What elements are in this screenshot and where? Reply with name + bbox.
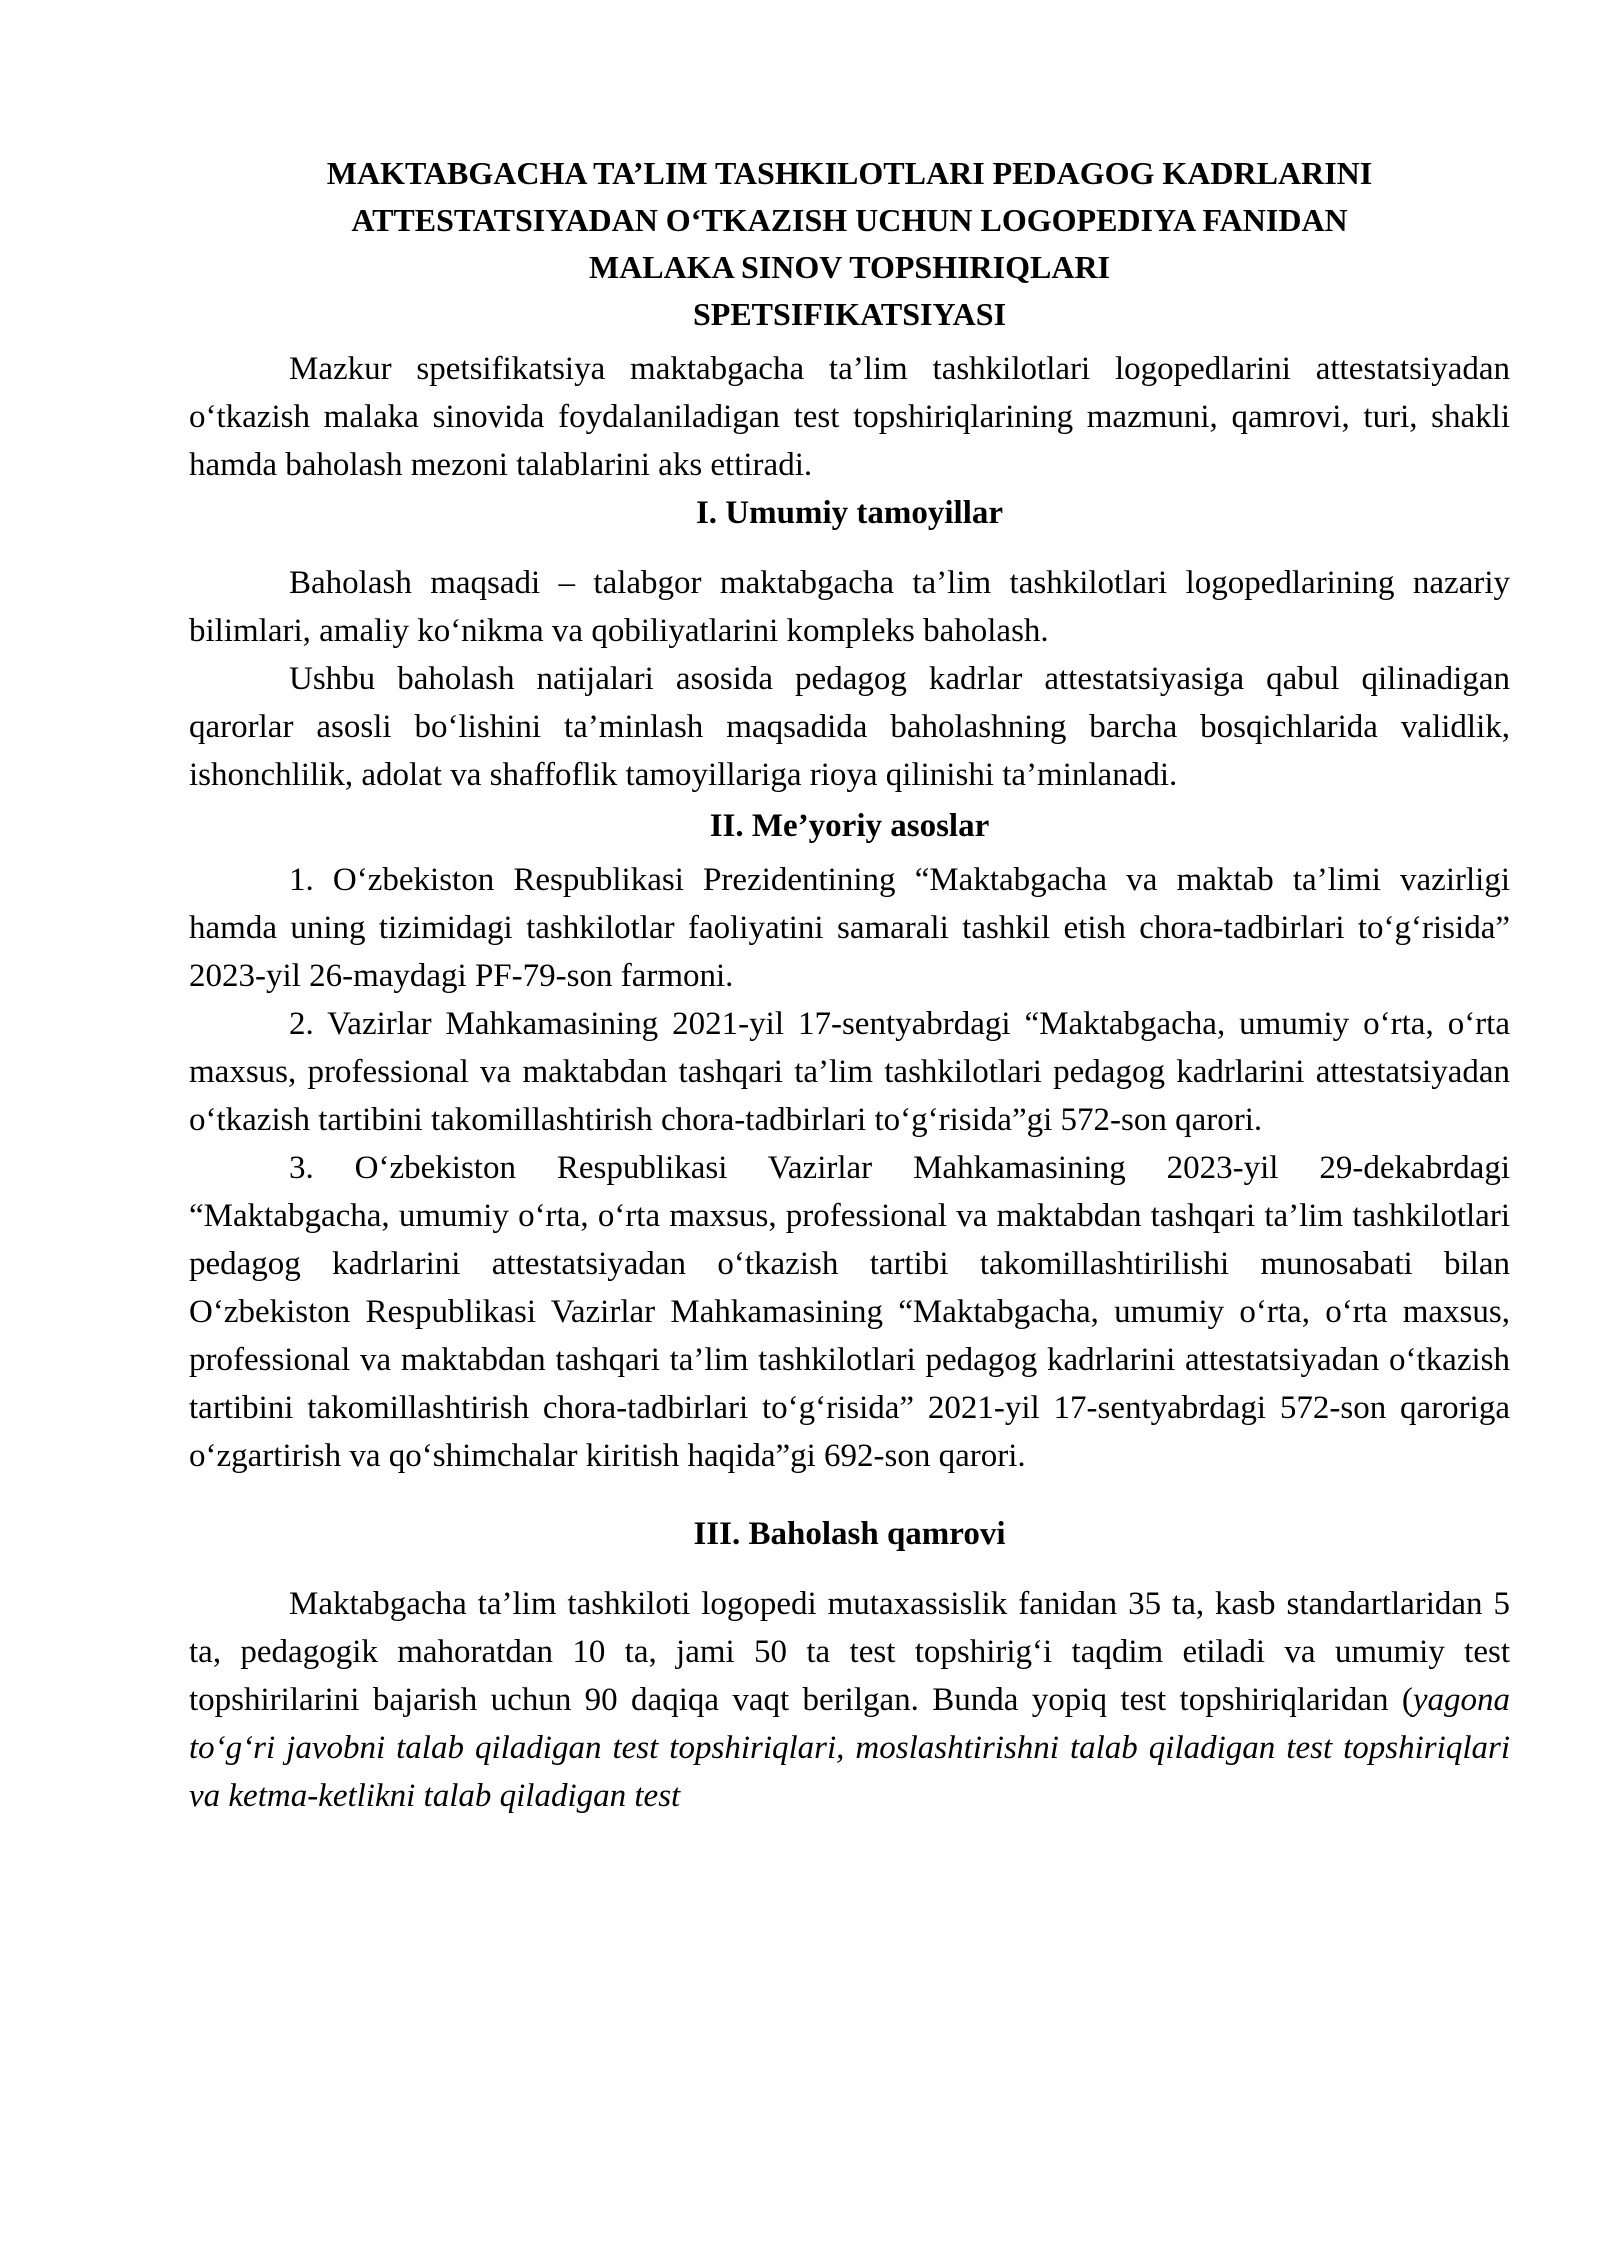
document-title	[189, 150, 1510, 338]
legal-basis-item-2: 2. Vazirlar Mahkamasining 2021-yil 17-sentyabrdagi “Maktabgacha, umumiy o‘rta, o‘rta maxsus, professional va maktabdan tashqari ta’lim tashkilotlari pedagog kadrlarini attestatsiyadan o‘tkazish tartibini takomillashtirish chora-tadbirlari to‘g‘risida”gi 572-son qarori.	[189, 1006, 1510, 1138]
title-line-3: MALAKA SINOV TOPSHIRIQLARI	[588, 249, 1110, 285]
title-line-2: ATTESTATSIYADAN O‘TKAZISH UCHUN LOGOPEDIYA FANIDAN	[351, 202, 1348, 238]
title-line-1: MAKTABGACHA TA’LIM TASHKILOTLARI PEDAGOG KADRLARINI	[326, 155, 1373, 191]
section3-paragraph-text: Maktabgacha ta’lim tashkiloti logopedi mutaxassislik fanidan 35 ta, kasb standartlaridan 5 ta, pedagogik mahoratdan 10 ta, jami 50 ta test topshirig‘i taqdim etiladi va umumiy test topshirilarini bajarish uchun 90 daqiqa vaqt berilgan. Bunda yopiq test topshiriqlaridan (	[189, 1586, 1510, 1718]
section-heading-3: III. Baholash qamrovi	[693, 1516, 1006, 1552]
intro-paragraph: Mazkur spetsifikatsiya maktabgacha ta’lim tashkilotlari logopedlarini attestatsiyadan o‘tkazish malaka sinovida foydalaniladigan test topshiriqlarining mazmuni, qamrovi, turi, shakli hamda baholash mezoni talablarini aks ettiradi.	[189, 351, 1510, 483]
section3-paragraph	[189, 1580, 1510, 1820]
section1-paragraph-1: Baholash maqsadi – talabgor maktabgacha ta’lim tashkilotlari logopedlarining nazariy bilimlari, amaliy ko‘nikma va qobiliyatlarini kompleks baholash.	[189, 565, 1510, 649]
section3-paragraph-italic: yagona to‘g‘ri javobni talab qiladigan test topshiriqlari, moslashtirishni talab qiladigan test topshiriqlari va ketma-ketlikni talab qiladigan test	[189, 1682, 1510, 1814]
section-heading-1: I. Umumiy tamoyillar	[695, 495, 1004, 531]
legal-basis-item-3: 3. O‘zbekiston Respublikasi Vazirlar Mahkamasining 2023-yil 29-dekabrdagi “Maktabgacha, umumiy o‘rta, o‘rta maxsus, professional va maktabdan tashqari ta’lim tashkilotlari pedagog kadrlarini attestatsiyadan o‘tkazish tartibi takomillashtirilishi munosabati bilan O‘zbekiston Respublikasi Vazirlar Mahkamasining “Maktabgacha, umumiy o‘rta, o‘rta maxsus, professional va maktabdan tashqari ta’lim tashkilotlari pedagog kadrlarini attestatsiyadan o‘tkazish tartibini takomillashtirish chora-tadbirlari to‘g‘risida” 2021-yil 17-sentyabrdagi 572-son qaroriga o‘zgartirish va qo‘shimchalar kiritish haqida”gi 692-son qarori.	[189, 1150, 1510, 1474]
legal-basis-item-1: 1. O‘zbekiston Respublikasi Prezidentining “Maktabgacha va maktab ta’limi vazirligi hamda uning tizimidagi tashkilotlar faoliyatini samarali tashkil etish chora-tadbirlari to‘g‘risida” 2023-yil 26-maydagi PF-79-son farmoni.	[189, 862, 1510, 994]
title-line-4: SPETSIFIKATSIYASI	[692, 296, 1007, 332]
section1-paragraph-2: Ushbu baholash natijalari asosida pedagog kadrlar attestatsiyasiga qabul qilinadigan qarorlar asosli bo‘lishini ta’minlash maqsadida baholashning barcha bosqichlarida validlik, ishonchlilik, adolat va shaffoflik tamoyillariga rioya qilinishi ta’minlanadi.	[189, 661, 1510, 793]
section-heading-2: II. Me’yoriy asoslar	[709, 808, 990, 844]
